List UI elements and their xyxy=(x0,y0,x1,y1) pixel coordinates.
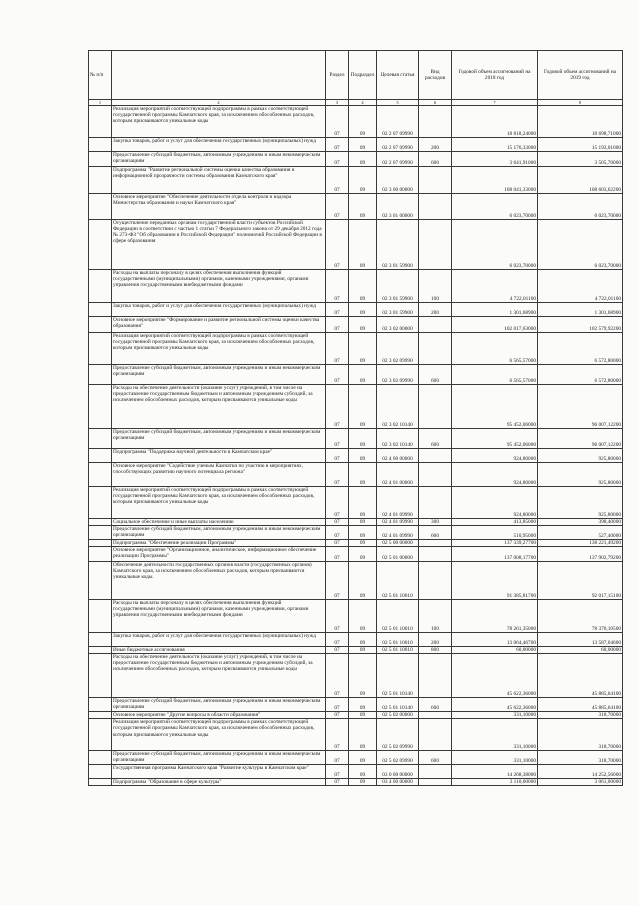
razdel-cell: 07 xyxy=(326,526,349,540)
csr-cell: 02 3 01 59900 xyxy=(377,303,419,317)
table-row xyxy=(89,526,623,540)
name-cell: Предоставление субсидий бюджетным, автономным учреждениям и иным некоммерческим организациям xyxy=(112,698,326,712)
table-row xyxy=(89,654,623,698)
vr-cell: 200 xyxy=(419,633,452,647)
podrazdel-cell: 09 xyxy=(349,765,377,779)
name-cell: Основное мероприятие "Организационное, аналитическое, информационное обеспечение реализации Программы" xyxy=(112,547,326,562)
amount-2018-cell: 3 641,91000 xyxy=(452,152,538,167)
csr-cell: 02 4 01 09990 xyxy=(377,487,419,519)
vr-cell xyxy=(419,194,452,220)
csr-cell: 02 4 00 00000 xyxy=(377,449,419,463)
razdel-cell: 07 xyxy=(326,719,349,751)
csr-cell: 02 5 01 10010 xyxy=(377,600,419,633)
csr-cell: 02 3 02 09990 xyxy=(377,333,419,365)
table-row xyxy=(89,220,623,270)
podrazdel-cell: 09 xyxy=(349,303,377,317)
table-row xyxy=(89,719,623,751)
table-row xyxy=(89,712,623,719)
amount-2019-cell: 13 587,04600 xyxy=(538,633,623,647)
amount-2019-cell: 78 370,10500 xyxy=(538,600,623,633)
header-vr: Вид расходов xyxy=(419,51,452,100)
num-cell xyxy=(89,633,112,647)
budget-table xyxy=(88,50,623,786)
razdel-cell: 07 xyxy=(326,167,349,194)
csr-cell: 02 5 01 10140 xyxy=(377,698,419,712)
amount-2019-cell: 6 023,70000 xyxy=(538,220,623,270)
name-cell: Реализация мероприятий соответствующей подпрограммы в рамках соответствующей государственной программы Камчатского края, за исключением обособленных расходов, которым присваиваются уникальные коды xyxy=(112,719,326,751)
csr-cell: 02 5 00 00000 xyxy=(377,540,419,547)
podrazdel-cell: 09 xyxy=(349,779,377,786)
amount-2019-cell: 45 885,64100 xyxy=(538,654,623,698)
amount-2019-cell: 92 017,15100 xyxy=(538,562,623,600)
table-row xyxy=(89,194,623,220)
table-row xyxy=(89,540,623,547)
amount-2019-cell: 108 603,62200 xyxy=(538,167,623,194)
name-cell: Закупка товаров, работ и услуг для обеспечения государственных (муниципальных) нужд xyxy=(112,633,326,647)
razdel-cell: 07 xyxy=(326,270,349,303)
amount-2018-cell: 18 818,24000 xyxy=(452,106,538,138)
podrazdel-cell: 09 xyxy=(349,220,377,270)
podrazdel-cell: 09 xyxy=(349,106,377,138)
name-cell: Закупка товаров, работ и услуг для обеспечения государственных (муниципальных) нужд xyxy=(112,138,326,152)
amount-2019-cell: 318,70000 xyxy=(538,712,623,719)
amount-2018-cell: 6 023,70000 xyxy=(452,194,538,220)
num-cell xyxy=(89,562,112,600)
name-cell: Основное мероприятие "Содействие ученым Камчатки по участию в мероприятиях, способствующих развитию научного потенциала региона" xyxy=(112,463,326,487)
vr-cell xyxy=(419,779,452,786)
name-cell: Основное мероприятие "Обеспечение деятельности отдела контроля и надзора Министерства образования и науки Камчатского края" xyxy=(112,194,326,220)
amount-2019-cell: 96 007,12200 xyxy=(538,385,623,429)
csr-cell: 02 3 00 00000 xyxy=(377,167,419,194)
table-row xyxy=(89,317,623,333)
num-cell xyxy=(89,270,112,303)
csr-cell: 02 4 01 00000 xyxy=(377,463,419,487)
name-cell: Подпрограмма "Развитие региональной системы оценки качества образования и информационной прозрачности системы образования Камчатского края" xyxy=(112,167,326,194)
name-cell: Предоставление субсидий бюджетным, автономным учреждениям и иным некоммерческим организациям xyxy=(112,526,326,540)
csr-cell: 02 5 01 00000 xyxy=(377,547,419,562)
csr-cell: 02 5 02 00000 xyxy=(377,712,419,719)
podrazdel-cell: 09 xyxy=(349,540,377,547)
table-header xyxy=(89,51,623,100)
amount-2018-cell: 6 565,57000 xyxy=(452,365,538,385)
table-row xyxy=(89,463,623,487)
name-cell: Подпрограмма "Образование в сфере культуры" xyxy=(112,779,326,786)
amount-2019-cell: 4 722,01100 xyxy=(538,270,623,303)
table-row xyxy=(89,106,623,138)
name-cell: Основное мероприятие "Формирование и развитие региональной системы оценки качества образования" xyxy=(112,317,326,333)
amount-2019-cell: 527,40000 xyxy=(538,526,623,540)
name-cell: Подпрограмма "Поддержка научной деятельности в Камчатском крае" xyxy=(112,449,326,463)
amount-2019-cell: 3 505,70000 xyxy=(538,152,623,167)
name-cell: Реализация мероприятий соответствующей подпрограммы в рамках соответствующей государственной программы Камчатского края, за исключением обособленных расходов, которым присваиваются уникальные коды xyxy=(112,106,326,138)
name-cell: Реализация мероприятий соответствующей подпрограммы в рамках соответствующей государственной программы Камчатского края, за исключением обособленных расходов, которым присваиваются уникальные коды xyxy=(112,333,326,365)
amount-2018-cell: 137 339,27700 xyxy=(452,540,538,547)
table-row xyxy=(89,449,623,463)
name-cell: Осуществление переданных органам государственной власти субъектов Российской Федерации в соответствии с частью 1 статьи 7 Федерального закона от 29 декабря 2012 года № 273-ФЗ "Об образовании в Российской Федерации" полномочий Российской Федерации в сфере образования xyxy=(112,220,326,270)
table-row xyxy=(89,633,623,647)
amount-2018-cell: 137 008,17700 xyxy=(452,547,538,562)
csr-cell: 02 3 02 10140 xyxy=(377,429,419,449)
vr-cell: 200 xyxy=(419,303,452,317)
num-cell xyxy=(89,487,112,519)
csr-cell: 02 3 01 00000 xyxy=(377,194,419,220)
csr-cell: 03 0 00 00000 xyxy=(377,765,419,779)
razdel-cell: 07 xyxy=(326,449,349,463)
vr-cell xyxy=(419,106,452,138)
csr-cell: 02 3 02 00000 xyxy=(377,317,419,333)
vr-cell: 600 xyxy=(419,698,452,712)
num-cell xyxy=(89,719,112,751)
vr-cell xyxy=(419,167,452,194)
csr-cell: 03 4 00 00000 xyxy=(377,779,419,786)
vr-cell xyxy=(419,317,452,333)
column-number: 1 xyxy=(89,100,112,106)
num-cell xyxy=(89,220,112,270)
amount-2019-cell: 6 023,70000 xyxy=(538,194,623,220)
podrazdel-cell: 09 xyxy=(349,647,377,654)
table-row xyxy=(89,779,623,786)
vr-cell: 600 xyxy=(419,526,452,540)
amount-2019-cell: 925,80000 xyxy=(538,463,623,487)
name-cell: Предоставление субсидий бюджетным, автономным учреждениям и иным некоммерческим организациям xyxy=(112,751,326,765)
name-cell: Расходы на обеспечение деятельности (оказание услуг) учреждений, в том числе на предоставление государственным бюджетным и автономным учреждениям субсидий, за исключением обособленных расходов, которым присваиваются уникальные коды xyxy=(112,385,326,429)
table-row xyxy=(89,138,623,152)
amount-2019-cell: 102 579,92200 xyxy=(538,317,623,333)
razdel-cell: 07 xyxy=(326,765,349,779)
amount-2019-cell: 96 007,12200 xyxy=(538,429,623,449)
vr-cell xyxy=(419,547,452,562)
num-cell xyxy=(89,167,112,194)
num-cell xyxy=(89,152,112,167)
podrazdel-cell: 09 xyxy=(349,712,377,719)
vr-cell: 600 xyxy=(419,152,452,167)
vr-cell xyxy=(419,765,452,779)
vr-cell xyxy=(419,712,452,719)
razdel-cell: 07 xyxy=(326,519,349,526)
podrazdel-cell: 09 xyxy=(349,333,377,365)
name-cell: Предоставление субсидий бюджетным, автономным учреждениям и иным некоммерческим организациям xyxy=(112,365,326,385)
csr-cell: 02 5 01 10010 xyxy=(377,647,419,654)
num-cell xyxy=(89,540,112,547)
vr-cell xyxy=(419,719,452,751)
amount-2018-cell: 510,95000 xyxy=(452,526,538,540)
amount-2018-cell: 3 110,00000 xyxy=(452,779,538,786)
name-cell: Обеспечение деятельности государственных органов власти (государственных органов) Камчатского края, за исключением обособленных расходов, которым присваиваются уникальные коды. xyxy=(112,562,326,600)
razdel-cell: 07 xyxy=(326,600,349,633)
podrazdel-cell: 09 xyxy=(349,519,377,526)
amount-2019-cell: 138 221,49200 xyxy=(538,540,623,547)
amount-2019-cell: 398,40000 xyxy=(538,519,623,526)
column-number: 2 xyxy=(112,100,326,106)
table-row xyxy=(89,547,623,562)
header-podrazdel: Подраздел xyxy=(349,51,377,100)
podrazdel-cell: 09 xyxy=(349,487,377,519)
razdel-cell: 07 xyxy=(326,365,349,385)
amount-2018-cell: 60,00000 xyxy=(452,647,538,654)
name-cell: Расходы на обеспечение деятельности (оказание услуг) учреждений, в том числе на предоставление государственным бюджетным и автономным учреждениям субсидий, за исключением обособленных расходов, которым присваиваются уникальные коды xyxy=(112,654,326,698)
podrazdel-cell: 09 xyxy=(349,751,377,765)
table-row xyxy=(89,562,623,600)
amount-2018-cell: 78 261,35000 xyxy=(452,600,538,633)
amount-2018-cell: 413,85000 xyxy=(452,519,538,526)
num-cell xyxy=(89,317,112,333)
table-row xyxy=(89,270,623,303)
table-row xyxy=(89,487,623,519)
name-cell: Расходы на выплаты персоналу в целях обеспечения выполнения функций государственными (муниципальными) органами, казенными учреждениями, органами управления государственными внебюджетными фондами xyxy=(112,270,326,303)
podrazdel-cell: 09 xyxy=(349,562,377,600)
vr-cell xyxy=(419,385,452,429)
name-cell: Социальное обеспечение и иные выплаты населению xyxy=(112,519,326,526)
csr-cell: 02 3 01 59900 xyxy=(377,270,419,303)
csr-cell: 02 2 07 09990 xyxy=(377,152,419,167)
num-cell xyxy=(89,385,112,429)
amount-2018-cell: 13 064,46700 xyxy=(452,633,538,647)
header-name xyxy=(112,51,326,100)
header-2019: Годовой объем ассигнований на 2019 год xyxy=(538,51,623,100)
num-cell xyxy=(89,303,112,317)
razdel-cell: 07 xyxy=(326,487,349,519)
num-cell xyxy=(89,526,112,540)
podrazdel-cell: 09 xyxy=(349,654,377,698)
razdel-cell: 07 xyxy=(326,712,349,719)
amount-2019-cell: 60,00000 xyxy=(538,647,623,654)
name-cell: Закупка товаров, работ и услуг для обеспечения государственных (муниципальных) нужд xyxy=(112,303,326,317)
table-row xyxy=(89,333,623,365)
podrazdel-cell: 09 xyxy=(349,547,377,562)
podrazdel-cell: 09 xyxy=(349,138,377,152)
name-cell: Реализация мероприятий соответствующей подпрограммы в рамках соответствующей государственной программы Камчатского края, за исключением обособленных расходов, которым присваиваются уникальные коды xyxy=(112,487,326,519)
num-cell xyxy=(89,547,112,562)
amount-2018-cell: 45 622,36000 xyxy=(452,698,538,712)
column-number: 3 xyxy=(326,100,349,106)
amount-2019-cell: 318,70000 xyxy=(538,751,623,765)
razdel-cell: 07 xyxy=(326,220,349,270)
csr-cell: 02 3 02 10140 xyxy=(377,385,419,429)
name-cell: Государственная программа Камчатского края "Развитие культуры в Камчатском крае" xyxy=(112,765,326,779)
razdel-cell: 07 xyxy=(326,194,349,220)
num-cell xyxy=(89,751,112,765)
csr-cell: 02 4 01 09990 xyxy=(377,526,419,540)
razdel-cell: 07 xyxy=(326,463,349,487)
amount-2018-cell: 102 017,63000 xyxy=(452,317,538,333)
podrazdel-cell: 09 xyxy=(349,429,377,449)
razdel-cell: 07 xyxy=(326,654,349,698)
amount-2019-cell: 18 698,71000 xyxy=(538,106,623,138)
header-razdel: Раздел xyxy=(326,51,349,100)
csr-cell: 02 4 01 09990 xyxy=(377,519,419,526)
amount-2019-cell: 6 572,80000 xyxy=(538,365,623,385)
amount-2018-cell: 331,10000 xyxy=(452,719,538,751)
table-row xyxy=(89,600,623,633)
razdel-cell: 07 xyxy=(326,385,349,429)
amount-2019-cell: 925,80000 xyxy=(538,449,623,463)
name-cell: Предоставление субсидий бюджетным, автономным учреждениям и иным некоммерческим организациям xyxy=(112,429,326,449)
razdel-cell: 07 xyxy=(326,303,349,317)
vr-cell: 600 xyxy=(419,751,452,765)
amount-2018-cell: 6 023,70000 xyxy=(452,220,538,270)
csr-cell: 02 5 01 10010 xyxy=(377,562,419,600)
amount-2018-cell: 14 268,38000 xyxy=(452,765,538,779)
num-cell xyxy=(89,138,112,152)
num-cell xyxy=(89,765,112,779)
num-cell xyxy=(89,429,112,449)
razdel-cell: 07 xyxy=(326,751,349,765)
amount-2019-cell: 925,80000 xyxy=(538,487,623,519)
table-row xyxy=(89,519,623,526)
razdel-cell: 07 xyxy=(326,779,349,786)
razdel-cell: 07 xyxy=(326,647,349,654)
amount-2018-cell: 1 301,68900 xyxy=(452,303,538,317)
table-row xyxy=(89,429,623,449)
amount-2019-cell: 137 902,79200 xyxy=(538,547,623,562)
podrazdel-cell: 09 xyxy=(349,633,377,647)
name-cell: Иные бюджетные ассигнования xyxy=(112,647,326,654)
vr-cell xyxy=(419,654,452,698)
podrazdel-cell: 09 xyxy=(349,526,377,540)
num-cell xyxy=(89,698,112,712)
vr-cell xyxy=(419,333,452,365)
header-csr: Целевая статья xyxy=(377,51,419,100)
amount-2018-cell: 45 622,36000 xyxy=(452,654,538,698)
num-cell xyxy=(89,365,112,385)
podrazdel-cell: 09 xyxy=(349,385,377,429)
razdel-cell: 07 xyxy=(326,698,349,712)
num-cell xyxy=(89,600,112,633)
amount-2018-cell: 15 176,33000 xyxy=(452,138,538,152)
csr-cell: 02 3 01 59900 xyxy=(377,220,419,270)
razdel-cell: 07 xyxy=(326,540,349,547)
amount-2019-cell: 6 572,80000 xyxy=(538,333,623,365)
podrazdel-cell: 09 xyxy=(349,600,377,633)
amount-2018-cell: 331,10000 xyxy=(452,712,538,719)
column-number: 8 xyxy=(538,100,623,106)
column-number: 5 xyxy=(377,100,419,106)
amount-2018-cell: 108 041,33000 xyxy=(452,167,538,194)
amount-2018-cell: 91 385,81700 xyxy=(452,562,538,600)
vr-cell xyxy=(419,487,452,519)
amount-2019-cell: 15 193,01000 xyxy=(538,138,623,152)
amount-2019-cell: 14 252,56000 xyxy=(538,765,623,779)
amount-2018-cell: 95 452,06000 xyxy=(452,429,538,449)
vr-cell: 100 xyxy=(419,600,452,633)
num-cell xyxy=(89,194,112,220)
podrazdel-cell: 09 xyxy=(349,365,377,385)
vr-cell: 100 xyxy=(419,270,452,303)
table-row xyxy=(89,152,623,167)
amount-2019-cell: 1 301,68900 xyxy=(538,303,623,317)
name-cell: Расходы на выплаты персоналу в целях обеспечения выполнения функций государственными (муниципальными) органами, казенными учреждениями, органами управления государственными внебюджетными фондами xyxy=(112,600,326,633)
csr-cell: 02 2 07 09990 xyxy=(377,138,419,152)
num-cell xyxy=(89,463,112,487)
header-2018: Годовой объем ассигнований на 2018 год xyxy=(452,51,538,100)
num-cell xyxy=(89,449,112,463)
razdel-cell: 07 xyxy=(326,429,349,449)
vr-cell xyxy=(419,449,452,463)
razdel-cell: 07 xyxy=(326,547,349,562)
num-cell xyxy=(89,654,112,698)
csr-cell: 02 5 01 10010 xyxy=(377,633,419,647)
table-row xyxy=(89,167,623,194)
podrazdel-cell: 09 xyxy=(349,194,377,220)
name-cell: Предоставление субсидий бюджетным, автономным учреждениям и иным некоммерческим организациям xyxy=(112,152,326,167)
razdel-cell: 07 xyxy=(326,106,349,138)
header-num: № п/п xyxy=(89,51,112,100)
column-number: 4 xyxy=(349,100,377,106)
podrazdel-cell: 09 xyxy=(349,152,377,167)
amount-2018-cell: 6 565,57000 xyxy=(452,333,538,365)
table-row xyxy=(89,647,623,654)
csr-cell: 02 3 02 09990 xyxy=(377,365,419,385)
column-number: 6 xyxy=(419,100,452,106)
podrazdel-cell: 09 xyxy=(349,270,377,303)
table-row xyxy=(89,751,623,765)
vr-cell: 200 xyxy=(419,138,452,152)
vr-cell: 800 xyxy=(419,647,452,654)
vr-cell: 600 xyxy=(419,365,452,385)
razdel-cell: 07 xyxy=(326,633,349,647)
csr-cell: 02 5 02 09990 xyxy=(377,751,419,765)
num-cell xyxy=(89,647,112,654)
csr-cell: 02 5 02 09990 xyxy=(377,719,419,751)
csr-cell: 02 2 07 09990 xyxy=(377,106,419,138)
podrazdel-cell: 09 xyxy=(349,449,377,463)
amount-2018-cell: 331,10000 xyxy=(452,751,538,765)
column-number: 7 xyxy=(452,100,538,106)
amount-2018-cell: 924,80000 xyxy=(452,463,538,487)
amount-2018-cell: 4 722,01100 xyxy=(452,270,538,303)
razdel-cell: 07 xyxy=(326,333,349,365)
num-cell xyxy=(89,333,112,365)
vr-cell xyxy=(419,562,452,600)
table-row xyxy=(89,385,623,429)
table-body xyxy=(89,106,623,786)
podrazdel-cell: 09 xyxy=(349,698,377,712)
vr-cell xyxy=(419,540,452,547)
table-row xyxy=(89,698,623,712)
razdel-cell: 07 xyxy=(326,317,349,333)
podrazdel-cell: 09 xyxy=(349,317,377,333)
amount-2018-cell: 95 452,06000 xyxy=(452,385,538,429)
razdel-cell: 07 xyxy=(326,138,349,152)
podrazdel-cell: 09 xyxy=(349,719,377,751)
table-row xyxy=(89,303,623,317)
amount-2019-cell: 318,70000 xyxy=(538,719,623,751)
podrazdel-cell: 09 xyxy=(349,167,377,194)
num-cell xyxy=(89,712,112,719)
name-cell: Подпрограмма "Обеспечение реализации Программы" xyxy=(112,540,326,547)
razdel-cell: 07 xyxy=(326,562,349,600)
amount-2019-cell: 45 885,64100 xyxy=(538,698,623,712)
vr-cell: 300 xyxy=(419,519,452,526)
num-cell xyxy=(89,106,112,138)
vr-cell xyxy=(419,220,452,270)
amount-2018-cell: 924,80000 xyxy=(452,487,538,519)
csr-cell: 02 5 01 10140 xyxy=(377,654,419,698)
table-row xyxy=(89,365,623,385)
vr-cell xyxy=(419,463,452,487)
num-cell xyxy=(89,779,112,786)
amount-2019-cell: 3 061,00000 xyxy=(538,779,623,786)
podrazdel-cell: 09 xyxy=(349,463,377,487)
vr-cell: 600 xyxy=(419,429,452,449)
num-cell xyxy=(89,519,112,526)
table-row xyxy=(89,765,623,779)
razdel-cell: 07 xyxy=(326,152,349,167)
name-cell: Основное мероприятие "Другие вопросы в области образования" xyxy=(112,712,326,719)
amount-2018-cell: 924,80000 xyxy=(452,449,538,463)
